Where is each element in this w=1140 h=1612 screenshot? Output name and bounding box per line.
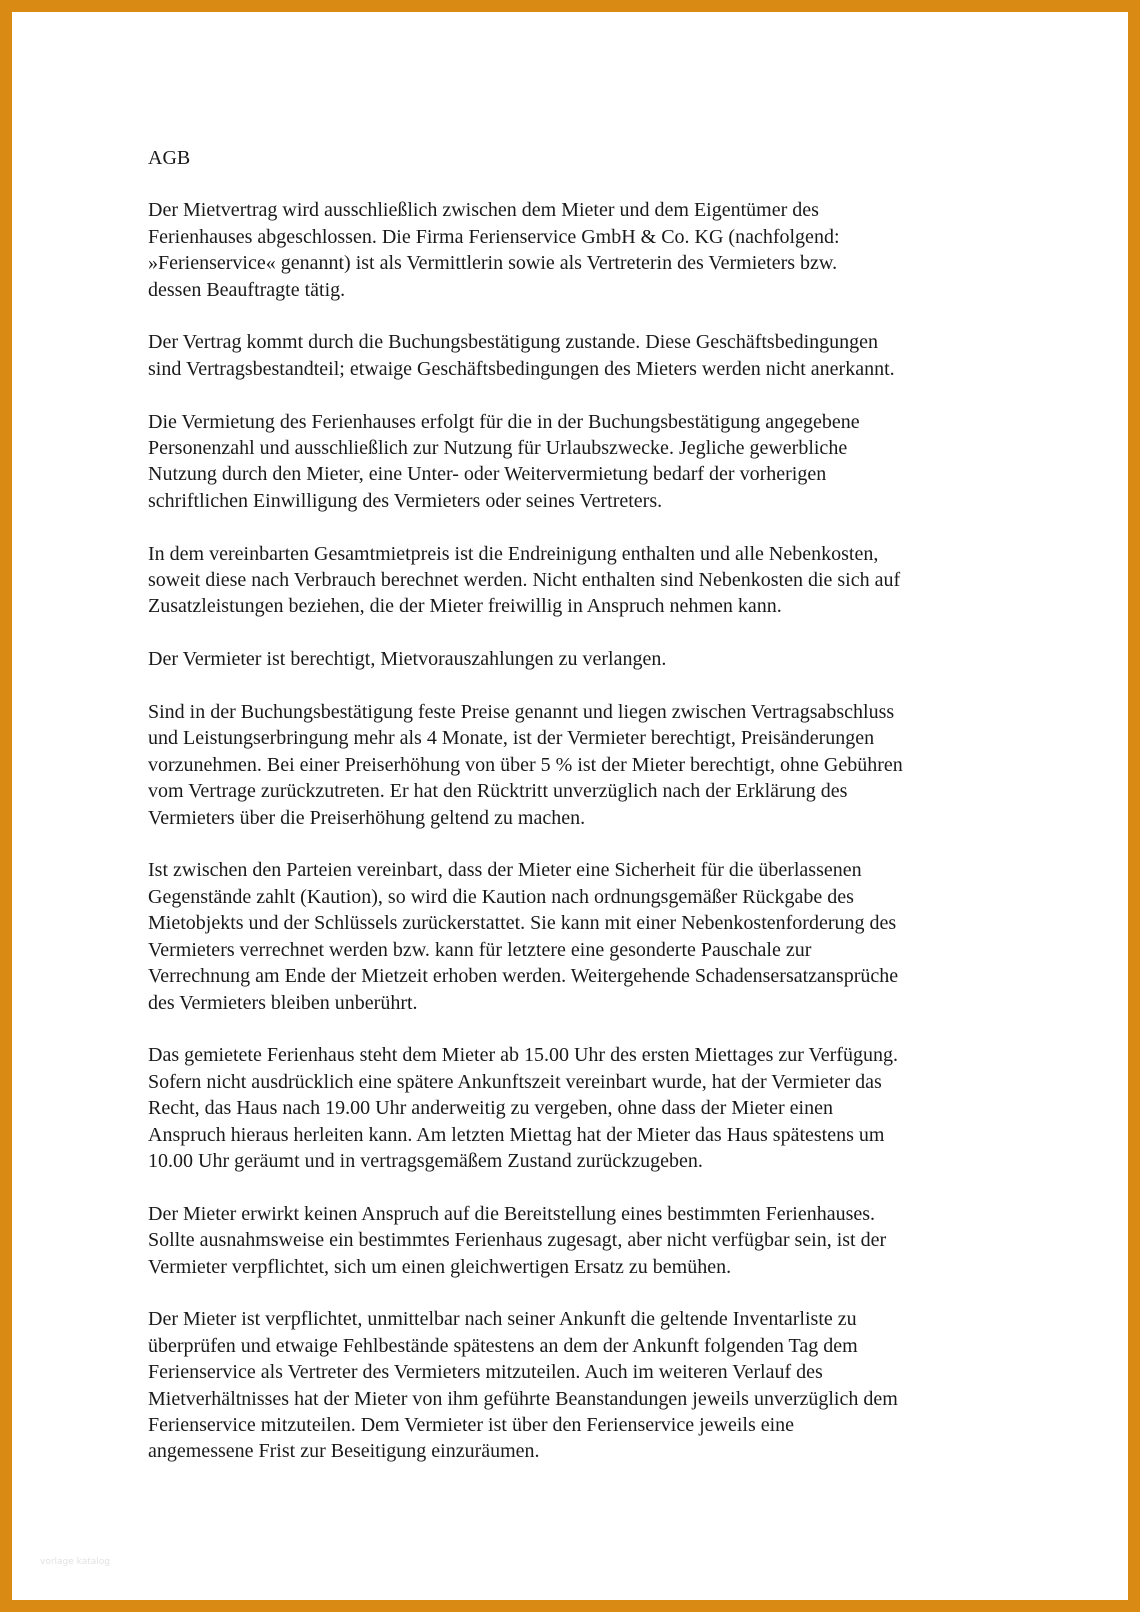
- paragraph-line: Anspruch hieraus herleiten kann. Am letzten Miettag hat der Mieter das Haus spätestens um: [148, 1123, 885, 1146]
- paragraph-line: Die Vermietung des Ferienhauses erfolgt für die in der Buchungsbestätigung angegebene: [148, 410, 860, 433]
- paragraph: [148, 541, 1048, 620]
- paragraph-line: schriftlichen Einwilligung des Vermieters oder seines Vertreters.: [148, 489, 663, 512]
- paragraph-line: soweit diese nach Verbrauch berechnet werden. Nicht enthalten sind Nebenkosten die sich auf: [148, 569, 901, 592]
- paragraph-line: Verrechnung am Ende der Mietzeit erhoben werden. Weitergehende Schadensersatzansprüche: [148, 965, 899, 988]
- paragraph-line: Recht, das Haus nach 19.00 Uhr anderweitig zu vergeben, ohne dass der Mieter einen: [148, 1097, 833, 1120]
- paragraph-line: Sollte ausnahmsweise ein bestimmtes Ferienhaus zugesagt, aber nicht verfügbar sein, ist der: [148, 1229, 887, 1252]
- paragraph-line: und Leistungserbringung mehr als 4 Monate, ist der Vermieter berechtigt, Preisänderungen: [148, 727, 875, 750]
- paragraph-line: Personenzahl und ausschließlich zur Nutzung für Urlaubszwecke. Jegliche gewerbliche: [148, 437, 848, 460]
- paragraph-line: Das gemietete Ferienhaus steht dem Mieter ab 15.00 Uhr des ersten Miettages zur Verfügung.: [148, 1044, 898, 1067]
- paragraph-line: Ferienservice als Vertreter des Vermieters mitzuteilen. Auch im weiteren Verlauf des: [148, 1361, 823, 1384]
- paragraph-line: Ferienhauses abgeschlossen. Die Firma Ferienservice GmbH & Co. KG (nachfolgend:: [148, 225, 840, 248]
- paragraph-line: Ferienservice mitzuteilen. Dem Vermieter ist über den Ferienservice jeweils eine: [148, 1413, 795, 1436]
- paragraph-line: überprüfen und etwaige Fehlbestände spätestens an dem der Ankunft folgenden Tag dem: [148, 1334, 858, 1357]
- paragraph-line: Sofern nicht ausdrücklich eine spätere Ankunftszeit vereinbart wurde, hat der Vermieter das: [148, 1070, 882, 1093]
- paragraph-line: Der Mieter ist verpflichtet, unmittelbar nach seiner Ankunft die geltende Inventarliste zu: [148, 1308, 857, 1331]
- paragraph-line: Nutzung durch den Mieter, eine Unter- oder Weitervermietung bedarf der vorherigen: [148, 463, 827, 486]
- paragraph-line: des Vermieters bleiben unberührt.: [148, 991, 418, 1014]
- document-body: [148, 145, 1048, 1491]
- paragraph-line: vorzunehmen. Bei einer Preiserhöhung von über 5 % ist der Mieter berechtigt, ohne Gebühren: [148, 753, 903, 776]
- document-title: AGB: [148, 147, 191, 169]
- paragraph: [148, 1042, 1048, 1174]
- paragraph-line: Vermieters über die Preiserhöhung geltend zu machen.: [148, 806, 586, 829]
- paragraph-list: [148, 197, 1048, 1464]
- paragraph-line: vom Vertrage zurückzutreten. Er hat den Rücktritt unverzüglich nach der Erklärung des: [148, 780, 848, 803]
- paragraph-line: Vermieters verrechnet werden bzw. kann für letztere eine gesonderte Pauschale zur: [148, 938, 812, 961]
- paragraph: [148, 857, 1048, 1015]
- paragraph-line: Der Vermieter ist berechtigt, Mietvorauszahlungen zu verlangen.: [148, 648, 667, 671]
- paragraph: [148, 646, 1048, 672]
- paragraph-line: Der Mietvertrag wird ausschließlich zwischen dem Mieter und dem Eigentümer des: [148, 199, 819, 222]
- paragraph-line: angemessene Frist zur Beseitigung einzuräumen.: [148, 1440, 540, 1463]
- paragraph-line: Der Vertrag kommt durch die Buchungsbestätigung zustande. Diese Geschäftsbedingungen: [148, 331, 878, 354]
- paragraph-line: Gegenstände zahlt (Kaution), so wird die Kaution nach ordnungsgemäßer Rückgabe des: [148, 885, 854, 908]
- paragraph: [148, 197, 1048, 303]
- paragraph-line: Ist zwischen den Parteien vereinbart, dass der Mieter eine Sicherheit für die überlassenen: [148, 859, 862, 882]
- paragraph-line: sind Vertragsbestandteil; etwaige Geschäftsbedingungen des Mieters werden nicht anerkannt.: [148, 357, 895, 380]
- paragraph: [148, 409, 1048, 515]
- paragraph-line: Vermieter verpflichtet, sich um einen gleichwertigen Ersatz zu bemühen.: [148, 1255, 732, 1278]
- paragraph-line: Der Mieter erwirkt keinen Anspruch auf die Bereitstellung eines bestimmten Ferienhauses.: [148, 1202, 876, 1225]
- paragraph: [148, 1201, 1048, 1280]
- watermark-text: vorlage katalog: [40, 1557, 110, 1567]
- paragraph-line: Mietobjekts und der Schlüssels zurückerstattet. Sie kann mit einer Nebenkostenforderung des: [148, 912, 897, 935]
- paragraph-line: »Ferienservice« genannt) ist als Vermittlerin sowie als Vertreterin des Vermieters bzw.: [148, 252, 838, 275]
- paragraph-line: 10.00 Uhr geräumt und in vertragsgemäßem Zustand zurückzugeben.: [148, 1149, 703, 1172]
- paragraph-line: Sind in der Buchungsbestätigung feste Preise genannt und liegen zwischen Vertragsabschluss: [148, 701, 895, 724]
- paragraph: [148, 1306, 1048, 1464]
- paragraph: [148, 699, 1048, 831]
- paragraph-line: In dem vereinbarten Gesamtmietpreis ist die Endreinigung enthalten und alle Nebenkosten,: [148, 542, 879, 565]
- paragraph-line: Mietverhältnisses hat der Mieter von ihm geführte Beanstandungen jeweils unverzüglich dem: [148, 1387, 898, 1410]
- paragraph-line: Zusatzleistungen beziehen, die der Mieter freiwillig in Anspruch nehmen kann.: [148, 595, 782, 618]
- paragraph-line: dessen Beauftragte tätig.: [148, 278, 346, 301]
- paragraph: [148, 329, 1048, 382]
